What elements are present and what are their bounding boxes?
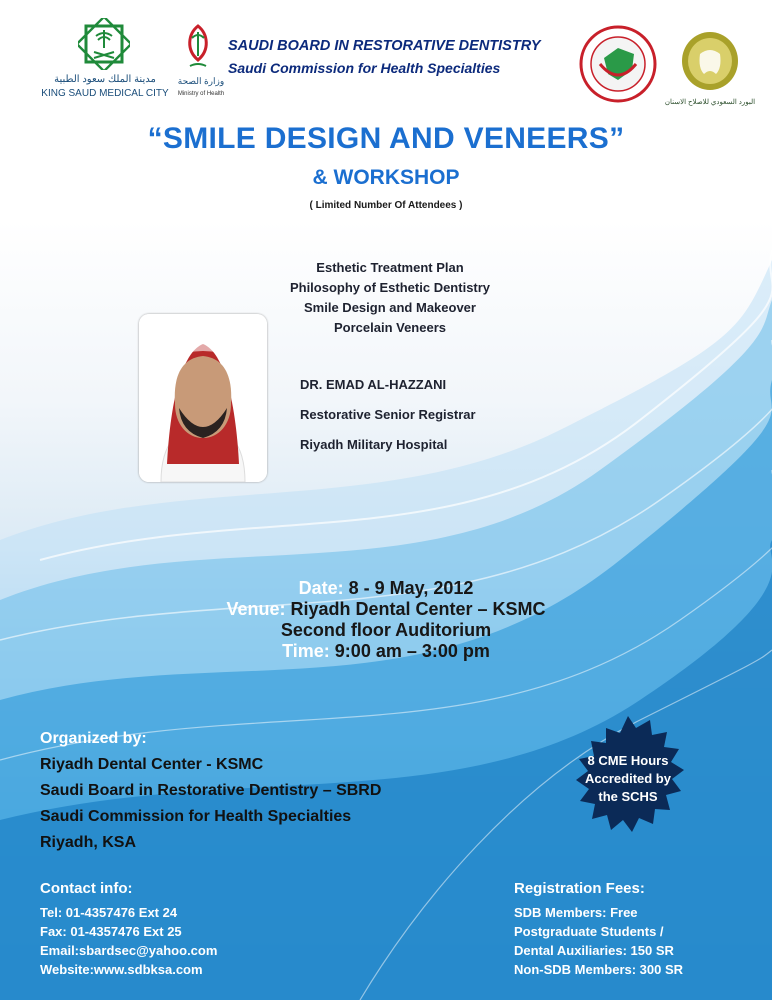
commission-name: Saudi Commission for Health Specialties: [228, 60, 501, 76]
organizer-item: Saudi Board in Restorative Dentistry – SBRD: [40, 782, 382, 799]
event-venue: [0, 599, 772, 620]
speaker-info: [300, 370, 476, 460]
venue-label: Venue:: [226, 599, 286, 619]
page-subtitle: & WORKSHOP: [312, 166, 460, 189]
venue-value: Riyadh Dental Center – KSMC: [290, 599, 546, 619]
speaker-photo: [139, 314, 267, 482]
contact-heading: Contact info:: [40, 880, 133, 897]
event-date: [0, 578, 772, 599]
contact-email: Email:sbardsec@yahoo.com: [40, 943, 218, 958]
venue-line-2: Second floor Auditorium: [280, 620, 492, 640]
topic-item: Porcelain Veneers: [333, 320, 446, 335]
cme-badge-text: [566, 752, 690, 806]
contact-tel: Tel: 01-4357476 Ext 24: [40, 905, 178, 920]
ministry-name-arabic: وزارة الصحة: [177, 76, 225, 86]
speaker-name: DR. EMAD AL-HAZZANI: [300, 377, 447, 392]
organizers-list: [40, 752, 381, 856]
organizer-item: Riyadh, KSA: [40, 834, 137, 851]
speaker-hospital: Riyadh Military Hospital: [300, 437, 448, 452]
contact-info: [40, 903, 217, 979]
topic-item: Philosophy of Esthetic Dentistry: [289, 280, 491, 295]
speaker-position: Restorative Senior Registrar: [300, 407, 476, 422]
organizers-heading: Organized by:: [40, 730, 147, 747]
attendance-note: ( Limited Number Of Attendees ): [309, 200, 463, 211]
page-title: “SMILE DESIGN AND VENEERS”: [147, 122, 625, 155]
date-value: 8 - 9 May, 2012: [348, 578, 474, 598]
contact-fax: Fax: 01-4357476 Ext 25: [40, 924, 182, 939]
ksmc-name-arabic: مدينة الملك سعود الطبية: [54, 74, 156, 85]
board-title: SAUDI BOARD IN RESTORATIVE DENTISTRY: [228, 38, 541, 54]
fee-line: SDB Members: Free: [514, 905, 638, 920]
event-time: [0, 641, 772, 662]
event-details: [0, 578, 772, 662]
ministry-name-english: Ministry of Health: [177, 91, 225, 97]
fee-line: Postgraduate Students /: [514, 924, 664, 939]
organizer-item: Saudi Commission for Health Specialties: [40, 808, 352, 825]
cme-line-2: Accredited by: [585, 771, 671, 786]
sbrd-name-arabic: البورد السعودي للاصلاح الاسنان: [664, 99, 756, 106]
cme-line-1: 8 CME Hours: [587, 753, 669, 768]
ksmc-logo-icon: [78, 18, 130, 70]
fee-line: Dental Auxiliaries: 150 SR: [514, 943, 674, 958]
registration-fees: [514, 903, 683, 979]
schs-seal-icon: [578, 24, 658, 104]
contact-website: Website:www.sdbksa.com: [40, 962, 203, 977]
time-label: Time:: [282, 641, 330, 661]
topic-item: Smile Design and Makeover: [304, 300, 476, 315]
topic-item: Esthetic Treatment Plan: [316, 260, 464, 275]
fee-line: Non-SDB Members: 300 SR: [514, 962, 684, 977]
sbrd-logo-icon: [680, 30, 740, 92]
cme-line-3: the SCHS: [598, 789, 658, 804]
time-value: 9:00 am – 3:00 pm: [334, 641, 490, 661]
ministry-of-health-logo-icon: [180, 22, 216, 76]
organizer-item: Riyadh Dental Center - KSMC: [40, 756, 264, 773]
registration-heading: Registration Fees:: [514, 880, 645, 897]
ksmc-name-english: KING SAUD MEDICAL CITY: [41, 88, 169, 99]
date-label: Date:: [298, 578, 344, 598]
